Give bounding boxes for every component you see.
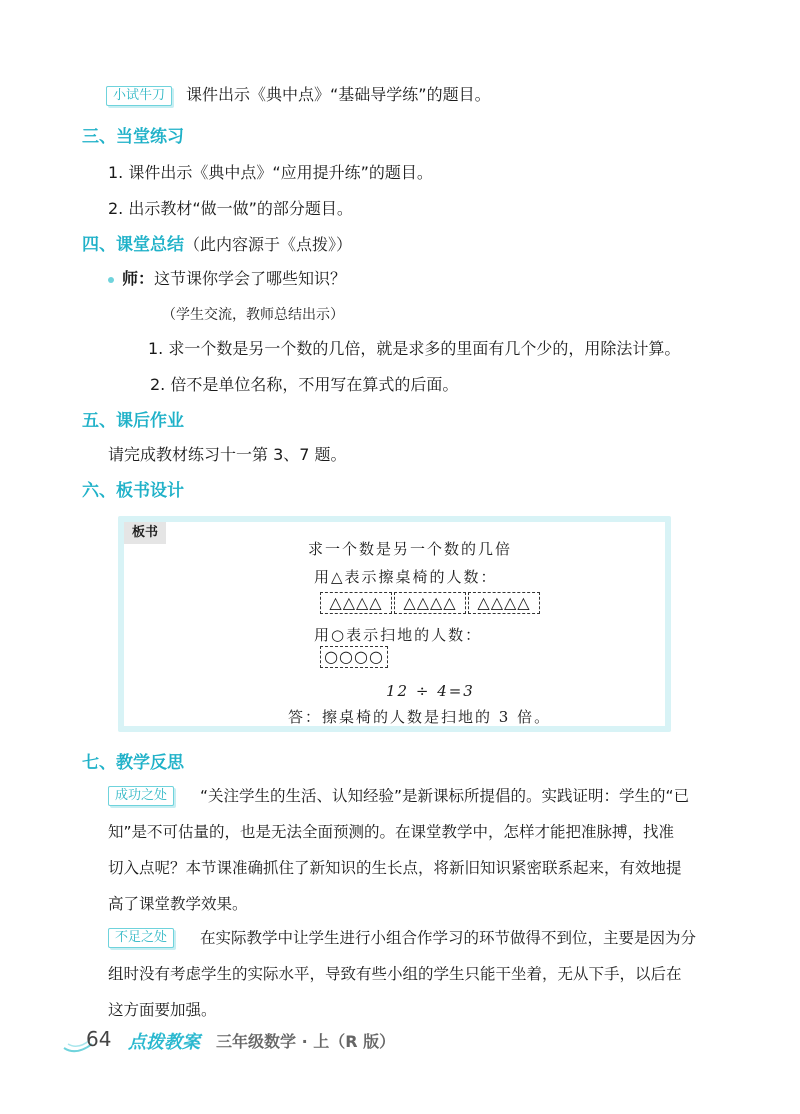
tag-shortfall: 不足之处: [108, 928, 174, 948]
shortfall-line-3: 这方面要加强。: [108, 1001, 217, 1019]
teacher-question: 这节课你学会了哪些知识？: [154, 269, 347, 288]
shortfall-line-1: 在实际教学中让学生进行小组合作学习的环节做得不到位，主要是因为分: [200, 929, 697, 947]
section6-heading: 六、板书设计: [82, 481, 184, 501]
intro-text: 课件出示《典中点》“基础导学练”的题目。: [186, 85, 491, 104]
brand-logo: 点拨教案: [128, 1032, 200, 1053]
section4-title: 四、课堂总结: [82, 235, 184, 255]
homework-text: 请完成教材练习十一第 3、7 题。: [108, 445, 347, 464]
page-number: 64: [86, 1027, 112, 1051]
success-line-2: 知”是不可估量的，也是无法全面预测的。在课堂教学中，怎样才能把准脉搏，找准: [108, 823, 675, 841]
board-line-circles: 用○表示扫地的人数：: [314, 626, 483, 644]
book-title: 三年级数学 · 上（R 版）: [216, 1032, 396, 1051]
tag-warmup: 小试牛刀: [106, 86, 172, 106]
section3-item-1: 1. 课件出示《典中点》“应用提升练”的题目。: [108, 163, 433, 182]
board-equation: 12 ÷ 4=3: [386, 682, 475, 700]
triangle-group-2: △△△△: [394, 592, 466, 614]
speaker-label: 师：: [122, 269, 155, 288]
section4-heading: [82, 234, 352, 256]
summary-point-2: 2. 倍不是单位名称，不用写在算式的后面。: [150, 375, 459, 394]
bullet-icon: [108, 277, 114, 283]
section5-heading: 五、课后作业: [82, 411, 184, 431]
triangle-group-1: △△△△: [320, 592, 392, 614]
success-paragraph: [108, 778, 708, 922]
board-tag: 板书: [124, 522, 166, 544]
section4-note: （此内容源于《点拨》）: [184, 235, 353, 254]
teacher-question-line: [108, 268, 346, 290]
blackboard-inner: [124, 522, 665, 726]
board-line-triangles: 用△表示擦桌椅的人数：: [314, 568, 498, 586]
summary-point-1: 1. 求一个数是另一个数的几倍，就是求多的里面有几个少的，用除法计算。: [148, 339, 681, 358]
board-answer: 答：擦桌椅的人数是扫地的 3 倍。: [288, 708, 552, 726]
exchange-note: （学生交流，教师总结出示）: [162, 307, 344, 323]
blackboard-design: [118, 516, 671, 732]
section3-heading: 三、当堂练习: [82, 127, 184, 147]
triangle-group-3: △△△△: [468, 592, 540, 614]
section3-item-2: 2. 出示教材“做一做”的部分题目。: [108, 199, 353, 218]
success-line-3: 切入点呢？本节课准确抓住了新知识的生长点，将新旧知识紧密联系起来，有效地提: [108, 859, 682, 877]
success-line-4: 高了课堂教学效果。: [108, 895, 248, 913]
board-title: 求一个数是另一个数的几倍: [308, 540, 513, 558]
shortfall-paragraph: [108, 920, 708, 1028]
shortfall-line-2: 组时没有考虑学生的实际水平，导致有些小组的学生只能干坐着，无从下手，以后在: [108, 965, 682, 983]
success-line-1: “关注学生的生活、认知经验”是新课标所提倡的。实践证明：学生的“已: [200, 787, 690, 805]
section7-heading: 七、教学反思: [82, 753, 184, 773]
circle-group: ○○○○: [320, 646, 388, 668]
tag-success: 成功之处: [108, 786, 174, 806]
